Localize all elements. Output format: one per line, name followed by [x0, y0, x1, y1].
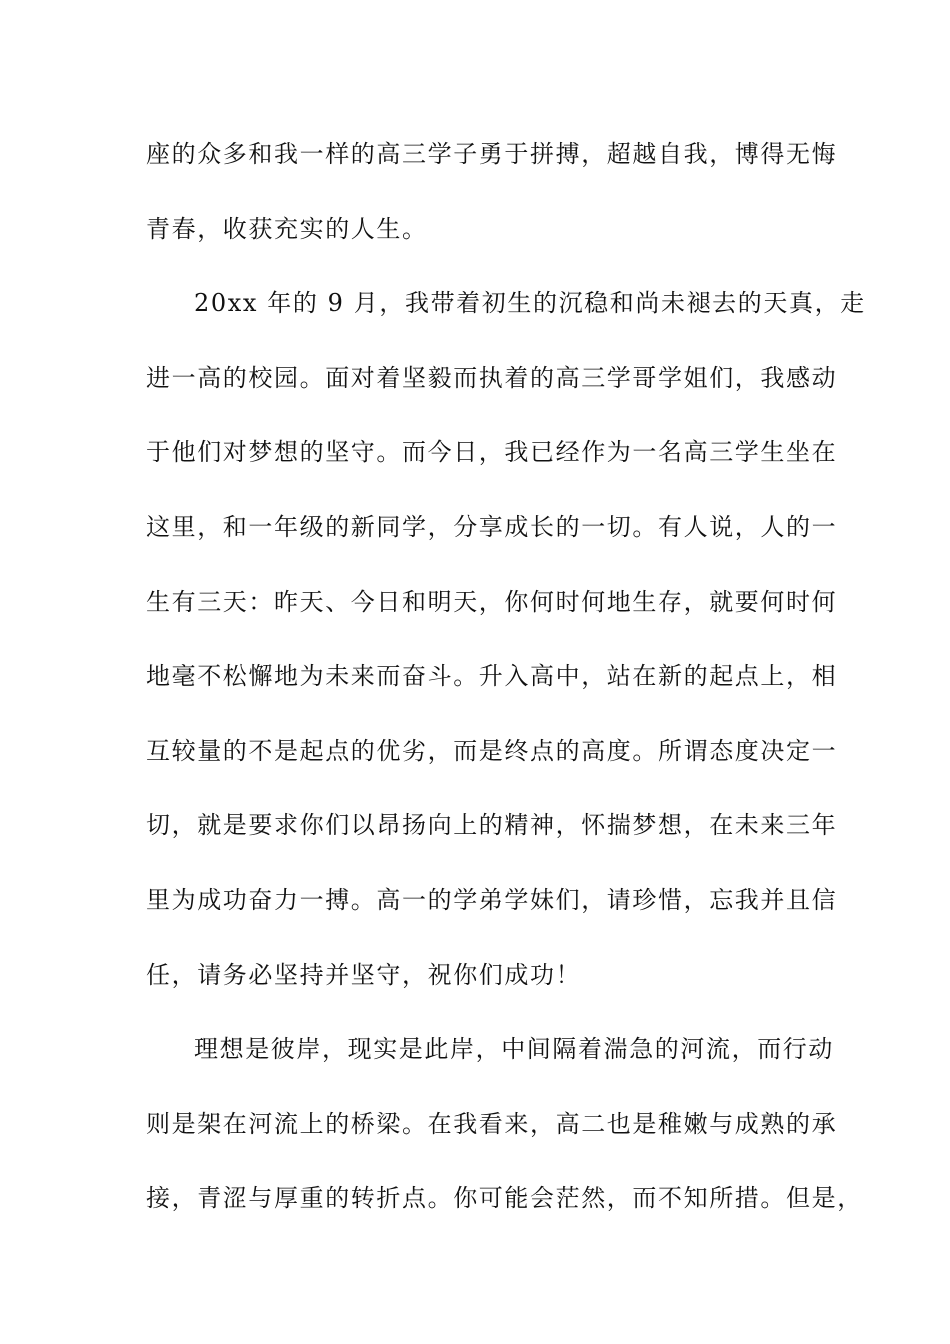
text-line: 座的众多和我一样的高三学子勇于拼搏，超越自我，博得无悔: [146, 140, 838, 168]
text-line: 里为成功奋力一搏。高一的学弟学妹们，请珍惜，忘我并且信: [146, 885, 838, 914]
paragraph-start-line: 20xx 年的 9 月，我带着初生的沉稳和尚未褪去的天真，走: [194, 289, 866, 318]
text-line: 互较量的不是起点的优劣，而是终点的高度。所谓态度决定一: [146, 736, 838, 765]
text-line: 地毫不松懈地为未来而奋斗。升入高中，站在新的起点上，相: [146, 662, 838, 691]
text-line: 青春，收获充实的人生。: [146, 214, 428, 243]
text-line: 进一高的校园。面对着坚毅而执着的高三学哥学姐们，我感动: [146, 363, 838, 392]
body-text: [146, 124, 866, 1243]
text-line: 生有三天：昨天、今日和明天，你何时何地生存，就要何时何: [146, 587, 838, 616]
paragraph-start-line: 理想是彼岸，现实是此岸，中间隔着湍急的河流，而行动: [194, 1035, 834, 1064]
text-line: 这里，和一年级的新同学，分享成长的一切。有人说，人的一: [146, 512, 838, 541]
text-line: 于他们对梦想的坚守。而今日，我已经作为一名高三学生坐在: [146, 438, 838, 467]
text-line: 则是架在河流上的桥梁。在我看来，高二也是稚嫩与成熟的承: [146, 1109, 838, 1138]
text-line: 接，青涩与厚重的转折点。你可能会茫然，而不知所措。但是，: [146, 1184, 863, 1213]
text-line: 切，就是要求你们以昂扬向上的精神，怀揣梦想，在未来三年: [146, 811, 838, 840]
text-line: 任，请务必坚持并坚守，祝你们成功！: [146, 960, 582, 989]
